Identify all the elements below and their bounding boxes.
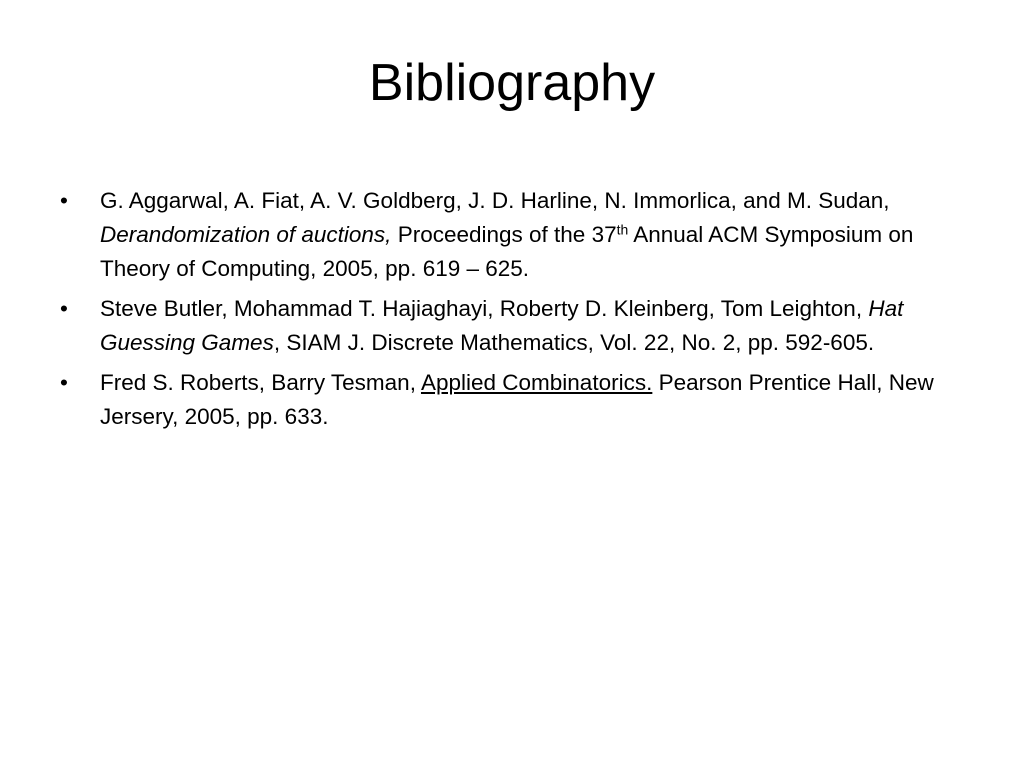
bibliography-entry — [60, 292, 965, 360]
entry-details: Annual ACM Symposium on Theory of Computing, 2005, pp. 619 – 625. — [100, 222, 914, 281]
entry-details: Pearson Prentice Hall, New Jersery, 2005, pp. 633. — [100, 370, 934, 429]
bullet-icon: • — [60, 370, 68, 395]
bullet-icon: • — [60, 188, 68, 213]
entry-authors: G. Aggarwal, A. Fiat, A. V. Goldberg, J. D. Harline, N. Immorlica, and M. Sudan, — [100, 188, 890, 213]
bibliography-entry — [60, 184, 965, 286]
entry-authors: Fred S. Roberts, Barry Tesman, — [100, 370, 421, 395]
bullet-icon: • — [60, 296, 68, 321]
entry-details: , SIAM J. Discrete Mathematics, Vol. 22, No. 2, pp. 592-605. — [273, 330, 875, 355]
ordinal-suffix: th — [616, 221, 629, 238]
bibliography-list — [60, 184, 965, 440]
slide-title: Bibliography — [368, 54, 656, 112]
entry-venue: Proceedings of the 37 — [397, 222, 617, 247]
entry-title: Derandomization of auctions, — [100, 222, 392, 247]
bibliography-entry — [60, 366, 965, 434]
entry-title: Hat Guessing Games — [100, 296, 904, 355]
entry-authors: Steve Butler, Mohammad T. Hajiaghayi, Roberty D. Kleinberg, Tom Leighton, — [100, 296, 869, 321]
entry-title: Applied Combinatorics. — [420, 370, 653, 395]
